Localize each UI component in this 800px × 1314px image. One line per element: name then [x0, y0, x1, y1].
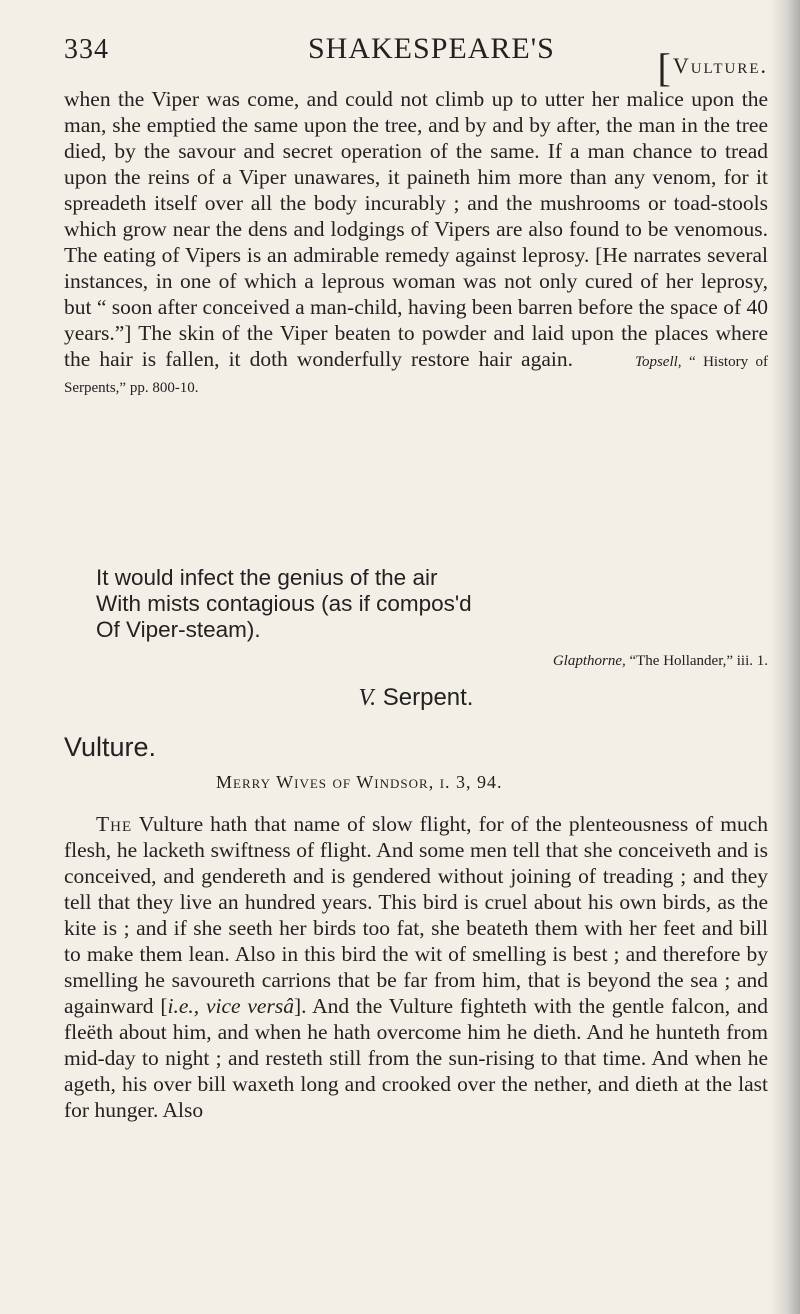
- topsell-author: Topsell,: [635, 354, 682, 370]
- shakespeare-reference: Merry Wives of Windsor, i. 3, 94.: [216, 772, 503, 792]
- cross-reference-see: V.: [358, 685, 377, 711]
- glapthorne-work: “The Hollander,” iii. 1.: [629, 653, 768, 669]
- running-title: SHAKESPEARE'S: [308, 32, 555, 65]
- glapthorne-citation: [64, 651, 768, 671]
- quote-line-2: With mists contagious (as if compos'd: [96, 591, 472, 616]
- section-tag-text: Vulture.: [672, 53, 768, 78]
- section-tag: [657, 36, 769, 90]
- cross-reference-target: Serpent.: [382, 684, 474, 711]
- section-bracket: [: [657, 45, 673, 90]
- vulture-text-2: ]. And the Vulture fighteth with the gentle falcon, and fleëth about him, and when he hath overcome him he dieth. And he hunteth from mid-day to night ; and resteth still from the sun-rising to that time. And when he ageth, his over bill waxeth long and crooked over the nether, and dieth at the last for hunger. Also: [64, 994, 768, 1122]
- shakespeare-reference-block: [216, 772, 768, 793]
- quote-line-3: Of Viper-steam).: [96, 617, 261, 642]
- page-number: 334: [64, 34, 109, 65]
- vulture-text: [64, 811, 768, 1123]
- vulture-headword-block: [64, 732, 768, 763]
- viper-paragraph: [64, 86, 768, 398]
- cross-reference: [64, 684, 768, 712]
- vulture-italic-ref: i.e., vice versâ: [167, 994, 294, 1018]
- vulture-paragraph: [64, 811, 768, 1123]
- vulture-lead-word: The: [96, 812, 133, 836]
- headword: Vulture.: [64, 732, 157, 762]
- glapthorne-author: Glapthorne,: [552, 653, 626, 669]
- viper-paragraph-text: when the Viper was come, and could not climb up to utter her malice upon the man, she emptied the same upon the tree, and by and by after, the man in the tree died, by the savour and secret operation of the same. If a man chance to tread upon the reins of a Viper unawares, it paineth him more than any venom, for it spreadeth itself over all the body incurably ; and the mushrooms or toad-stools which grow near the dens and lodgings of Vipers are also found to be venomous. The eating of Vipers is an admirable remedy against leprosy. [He narrates several instances, in one of which a leprous woman was not only cured of her leprosy, but “ soon after conceived a man-child, having been barren before the space of 40 years.”] The skin of the Viper beaten to powder and laid upon the places where the hair is fallen, it doth wonderfully restore hair again.: [64, 87, 768, 371]
- viper-continuation: [64, 86, 768, 398]
- page-header: [64, 24, 768, 90]
- quote-line-1: It would infect the genius of the air: [96, 565, 438, 590]
- glapthorne-quote: [96, 565, 768, 643]
- topsell-work: “ History of Serpents,” pp. 800-10.: [64, 354, 769, 396]
- vulture-text-1: Vulture hath that name of slow flight, for of the plenteousness of much flesh, he lacketh swiftness of flight. And some men tell that she conceiveth and is conceived, and gendereth and is gendered without joining of treading ; and they tell that they live an hundred years. This bird is cruel about his own birds, as the kite is ; and if she seeth her birds too fat, she beateth them with her feet and bill to make them lean. Also in this bird the wit of smelling is best ; and therefore by smelling he savoureth carrions that be far from him, that is beyond the sea ; and againward [: [64, 812, 768, 1018]
- page-edge-shadow: [770, 0, 800, 1314]
